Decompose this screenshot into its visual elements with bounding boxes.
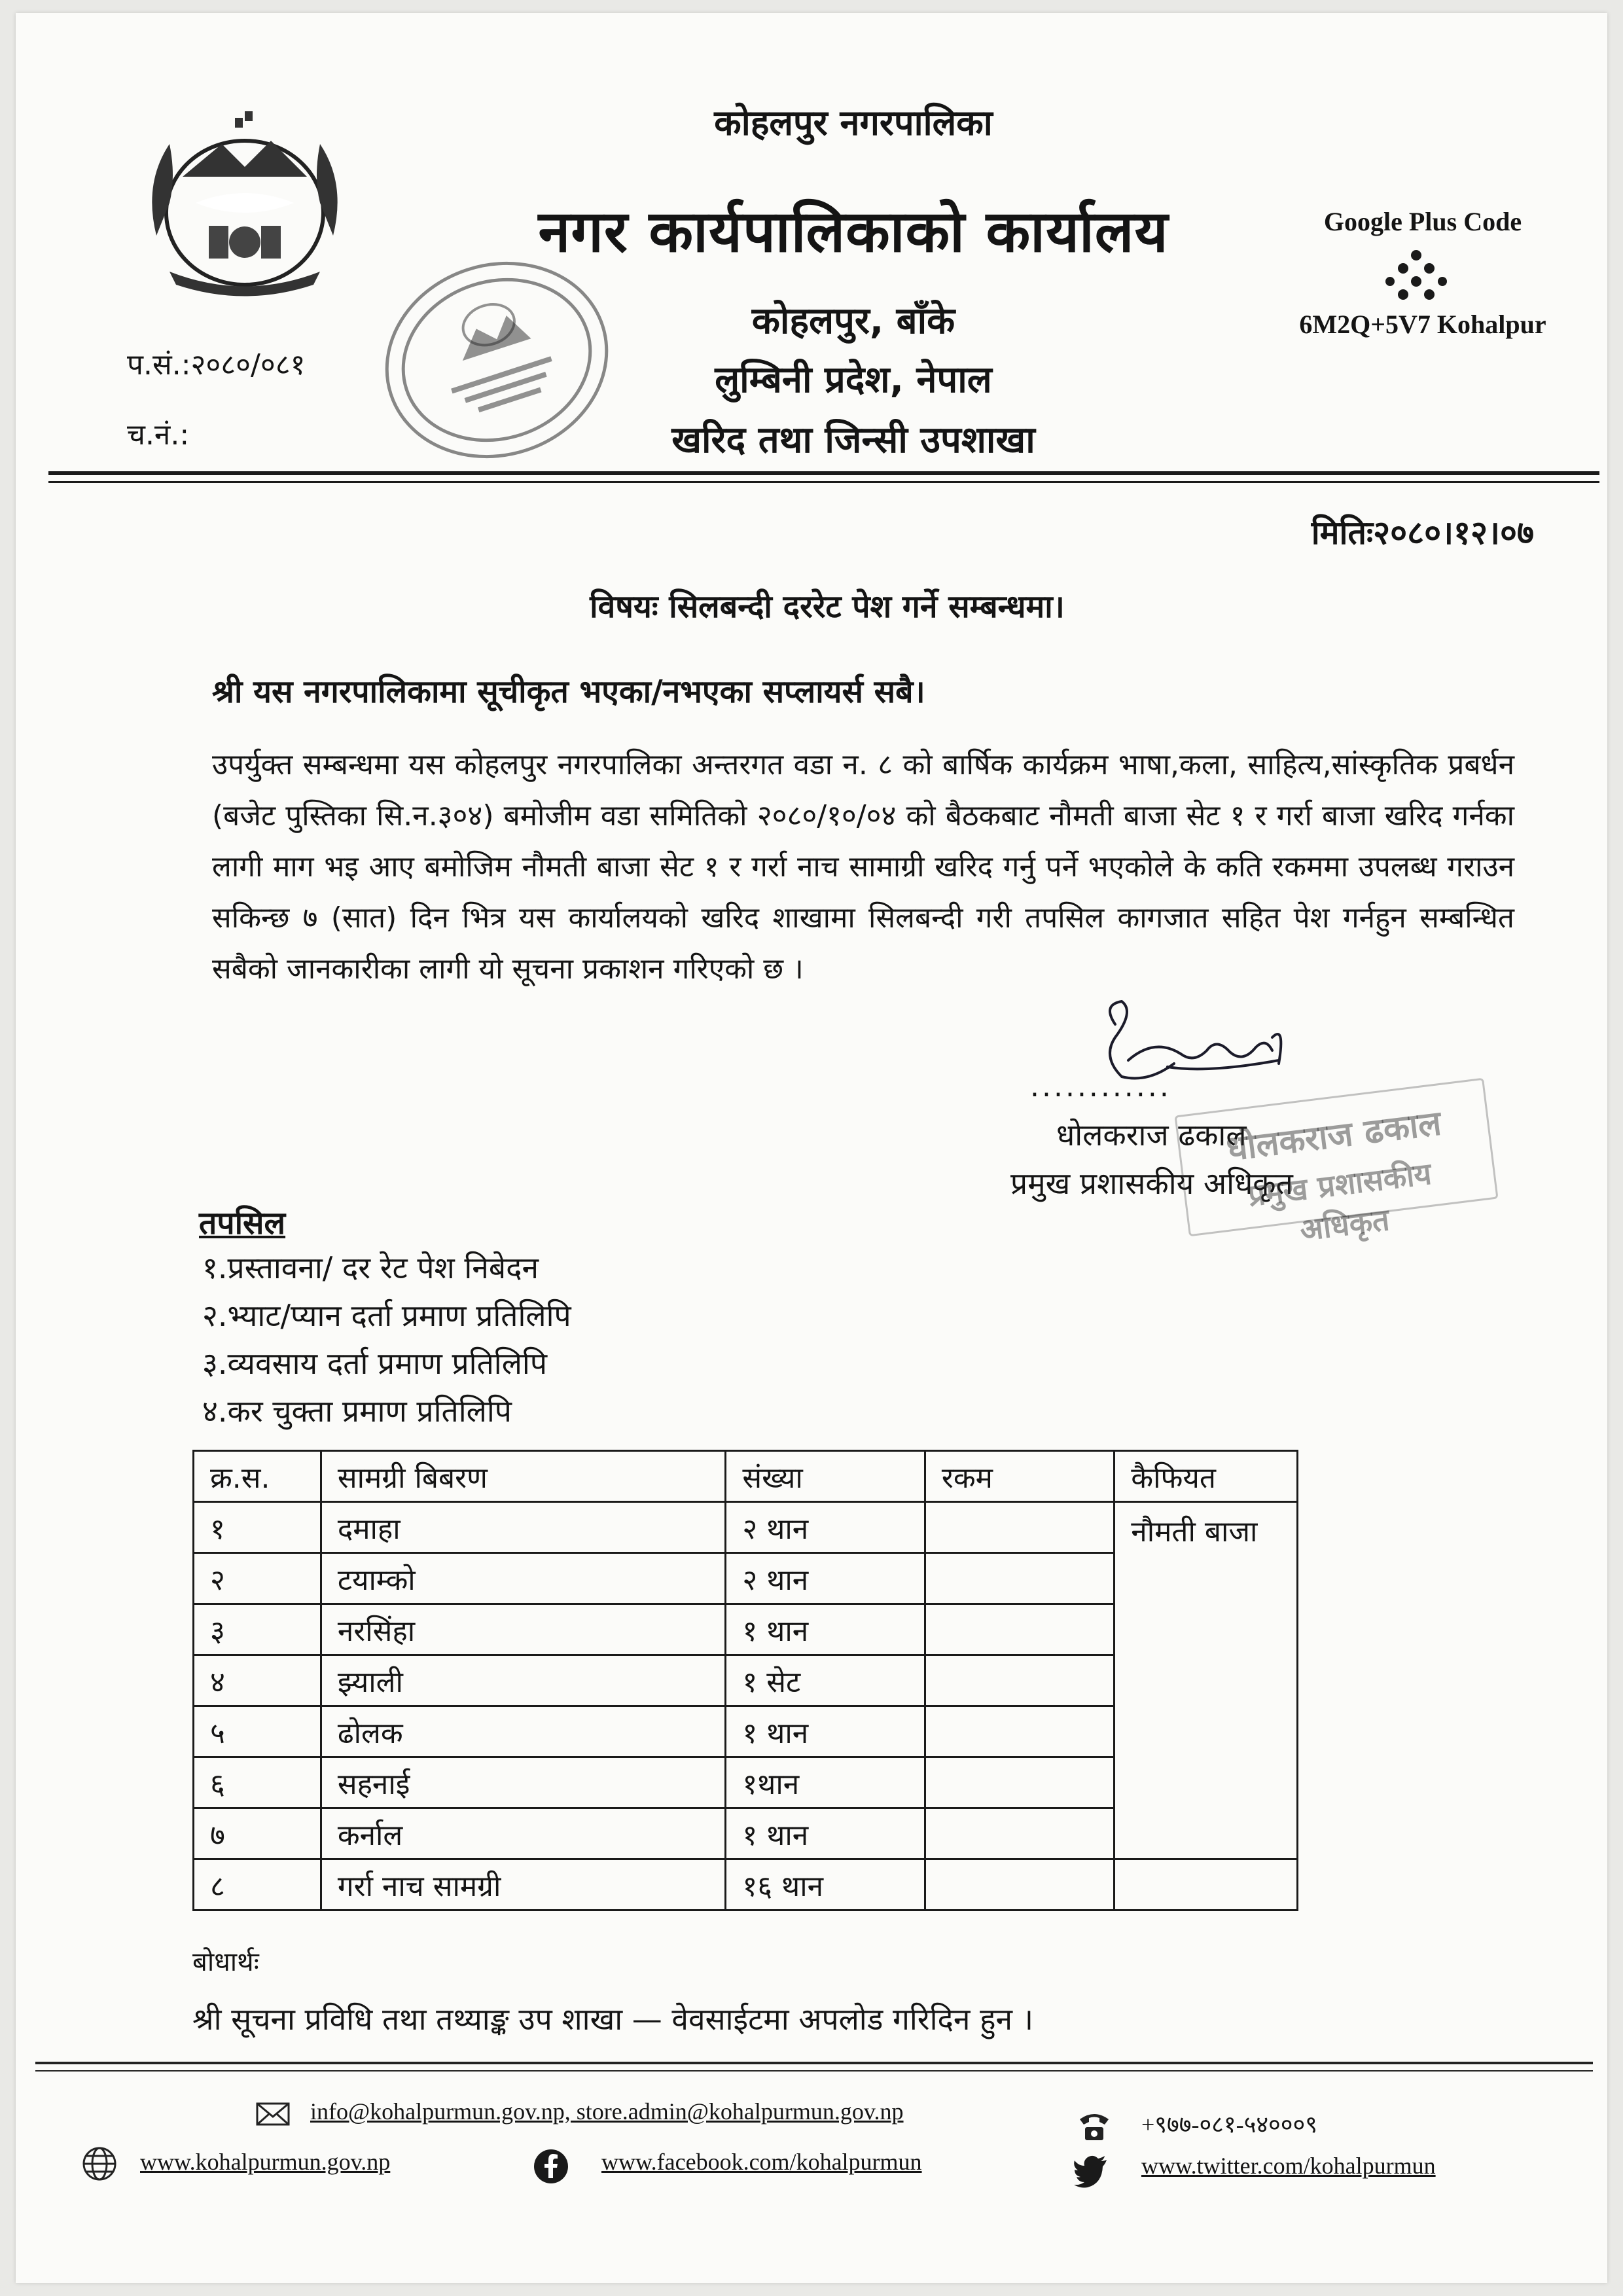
- cell-quantity: १थान: [726, 1757, 925, 1808]
- cell-quantity: १ थान: [726, 1604, 925, 1655]
- cc-heading: बोधार्थः: [192, 1947, 259, 1977]
- plus-code-dots-icon: [1383, 249, 1449, 301]
- footer-website[interactable]: www.kohalpurmun.gov.np: [140, 2149, 391, 2175]
- enclosure-item: २.भ्याट/प्यान दर्ता प्रमाण प्रतिलिपि: [202, 1298, 571, 1333]
- cell-remark: नौमती बाजा: [1115, 1502, 1298, 1859]
- table-header-row: [194, 1451, 1298, 1502]
- cell-item: दमाहा: [321, 1502, 726, 1553]
- globe-icon: [81, 2145, 118, 2182]
- footer-divider: [35, 2062, 1593, 2064]
- letter-subject: विषयः सिलबन्दी दररेट पेश गर्ने सम्बन्धमा।: [590, 588, 1065, 625]
- enclosure-item: ४.कर चुक्ता प्रमाण प्रतिलिपि: [202, 1393, 512, 1429]
- dispatch-number: च.नं.:: [127, 418, 190, 452]
- cell-amount: [925, 1706, 1114, 1757]
- cell-quantity: १ थान: [726, 1706, 925, 1757]
- reference-number: प.सं.:२०८०/०८१: [127, 348, 306, 382]
- municipality-name: कोहलपुर नगरपालिका: [714, 102, 993, 143]
- cell-serial: ७: [194, 1808, 321, 1859]
- cell-amount: [925, 1604, 1114, 1655]
- cell-amount: [925, 1757, 1114, 1808]
- cell-remark-empty: [1115, 1859, 1298, 1910]
- table-row: [194, 1502, 1298, 1553]
- cell-amount: [925, 1655, 1114, 1706]
- enclosure-item: ३.व्यवसाय दर्ता प्रमाण प्रतिलिपि: [202, 1346, 547, 1381]
- col-remark: कैफियत: [1115, 1451, 1298, 1502]
- cell-quantity: २ थान: [726, 1502, 925, 1553]
- telephone-icon: [1076, 2108, 1113, 2144]
- name-stamp-title: प्रमुख प्रशासकीय अधिकृत: [1246, 1155, 1434, 1248]
- letter-date: मितिः२०८०।१२।०७: [1311, 514, 1534, 552]
- col-amount: रकम: [925, 1451, 1114, 1502]
- cell-quantity: २ थान: [726, 1553, 925, 1604]
- cc-line: श्री सूचना प्रविधि तथा तथ्याङ्क उप शाखा — वेवसाईटमा अपलोड गरिदिन हुन ।: [192, 2001, 1034, 2037]
- table-row: [194, 1859, 1298, 1910]
- signatory-name: धोलकराज ढकाल: [1056, 1117, 1247, 1153]
- cell-serial: १: [194, 1502, 321, 1553]
- facebook-icon: [533, 2148, 569, 2185]
- items-table: [192, 1450, 1298, 1911]
- footer-email[interactable]: info@kohalpurmun.gov.np, store.admin@kohalpurmun.gov.np: [310, 2098, 904, 2125]
- letter-addressee: श्री यस नगरपालिकामा सूचीकृत भएका/नभएका सप्लायर्स सबै।: [212, 673, 925, 710]
- enclosures-heading: तपसिल: [199, 1205, 286, 1242]
- cell-item: नरसिंहा: [321, 1604, 726, 1655]
- cell-item: सहनाई: [321, 1757, 726, 1808]
- office-title: नगर कार्यपालिकाको कार्यालय: [538, 198, 1169, 265]
- office-province: लुम्बिनी प्रदेश, नेपाल: [715, 359, 992, 401]
- cell-item: कर्नाल: [321, 1808, 726, 1859]
- footer-phone: +९७७-०८१-५४०००९: [1141, 2111, 1317, 2138]
- office-city: कोहलपुर, बाँके: [751, 300, 955, 342]
- header-divider: [48, 471, 1599, 475]
- letter-page: [16, 13, 1607, 2283]
- cell-serial: २: [194, 1553, 321, 1604]
- cell-amount: [925, 1502, 1114, 1553]
- cell-serial: ८: [194, 1859, 321, 1910]
- cell-amount: [925, 1859, 1114, 1910]
- footer-facebook[interactable]: www.facebook.com/kohalpurmun: [601, 2149, 922, 2175]
- header-divider-thin: [48, 481, 1599, 483]
- plus-code-label: Google Plus Code: [1323, 207, 1522, 236]
- cell-serial: ६: [194, 1757, 321, 1808]
- cell-quantity: १ थान: [726, 1808, 925, 1859]
- enclosure-item: १.प्रस्तावना/ दर रेट पेश निबेदन: [202, 1250, 539, 1285]
- plus-code-value: 6M2Q+5V7 Kohalpur: [1299, 310, 1546, 339]
- footer-twitter[interactable]: www.twitter.com/kohalpurmun: [1141, 2153, 1436, 2179]
- col-quantity: संख्या: [726, 1451, 925, 1502]
- envelope-icon: [255, 2096, 291, 2132]
- cell-quantity: १६ थान: [726, 1859, 925, 1910]
- col-serial: क्र.स.: [194, 1451, 321, 1502]
- cell-serial: ३: [194, 1604, 321, 1655]
- twitter-icon: [1073, 2152, 1109, 2189]
- name-stamp-name: धोलकराज ढकाल: [1224, 1103, 1444, 1170]
- cell-quantity: १ सेट: [726, 1655, 925, 1706]
- letter-body: उपर्युक्त सम्बन्धमा यस कोहलपुर नगरपालिका अन्तरगत वडा न. ८ को बार्षिक कार्यक्रम भाषा,कला, साहित्य,सांस्कृतिक प्रबर्धन (बजेट पुस्तिका सि.न.३०४) बमोजीम वडा समितिको २०८०/१०/०४ को बैठकबाट नौमती बाजा सेट १ र गर्रा बाजा खरिद गर्नका लागी माग भइ आए बमोजिम नौमती बाजा सेट १ र गर्रा नाच सामाग्री खरिद गर्नु पर्ने भएकोले के कति रकममा उपलब्ध गराउन सकिन्छ ७ (सात) दिन भित्र यस कार्यालयको खरिद शाखामा सिलबन्दी गरी तपसिल कागजात सहित पेश गर्नहुन सम्बन्धित सबैको जानकारीका लागी यो सूचना प्रकाशन गरिएको छ ।: [212, 748, 1514, 986]
- cell-amount: [925, 1553, 1114, 1604]
- nepal-emblem-icon: [130, 105, 359, 308]
- cell-serial: ५: [194, 1706, 321, 1757]
- cell-serial: ४: [194, 1655, 321, 1706]
- footer-divider-thin: [35, 2070, 1593, 2072]
- col-item: सामग्री बिबरण: [321, 1451, 726, 1502]
- cell-item: ढोलक: [321, 1706, 726, 1757]
- cell-item: झ्याली: [321, 1655, 726, 1706]
- cell-item: टयाम्को: [321, 1553, 726, 1604]
- cell-item: गर्रा नाच सामग्री: [321, 1859, 726, 1910]
- cell-amount: [925, 1808, 1114, 1859]
- office-section: खरिद तथा जिन्सी उपशाखा: [671, 419, 1035, 461]
- signatory-title: प्रमुख प्रशासकीय अधिकृत: [1010, 1166, 1293, 1201]
- signature-dots: ............: [1030, 1070, 1171, 1103]
